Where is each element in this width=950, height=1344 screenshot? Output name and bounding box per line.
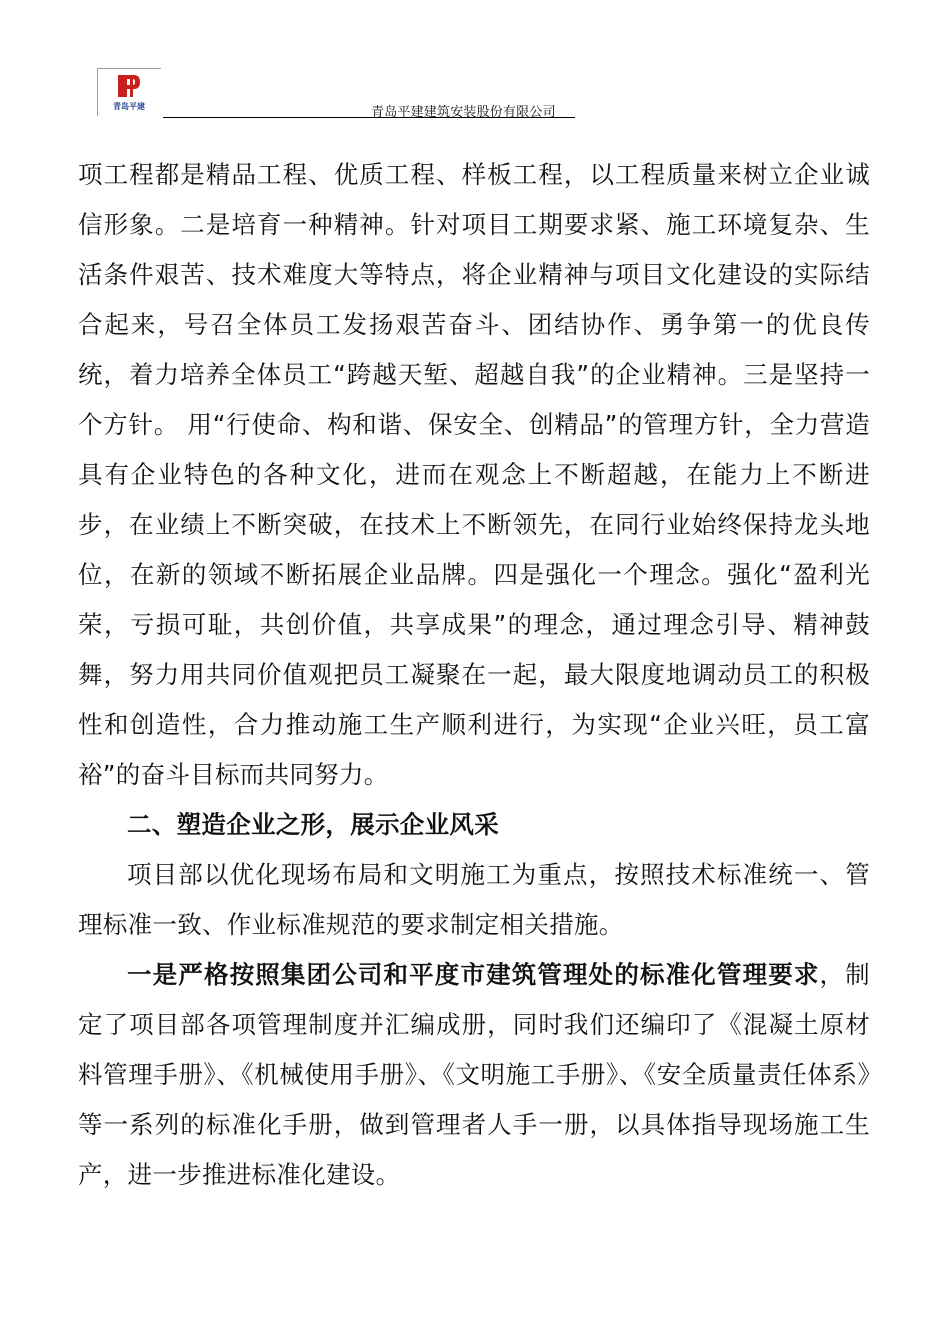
paragraph-3-text: ，制定了项目部各项管理制度并汇编成册，同时我们还编印了《混凝土原材料管理手册》、《机械使用手册》、《文明施工手册》、《安全质量责任体系》等一系列的标准化手册，做到管理者人手一册，以具体指导现场施工生产，进一步推进标准化建设。 [78,960,870,1189]
paragraph-3-bold-lead: 一是严格按照集团公司和平度市建筑管理处的标准化管理要求 [127,960,820,989]
logo-mark-icon [104,73,156,113]
page-header [97,68,597,120]
section-heading-2: 二、塑造企业之形，展示企业风采 [127,810,499,839]
paragraph-1: 项工程都是精品工程、优质工程、样板工程，以工程质量来树立企业诚信形象。二是培育一种精神。针对项目工期要求紧、施工环境复杂、生活条件艰苦、技术难度大等特点，将企业精神与项目文化建设的实际结合起来，号召全体员工发扬艰苦奋斗、团结协作、勇争第一的优良传统，着力培养全体员工“跨越天堑、超越自我”的企业精神。三是坚持一个方针。 用“行使命、构和谐、保安全、创精品”的管理方针，全力营造具有企业特色的各种文化，进而在观念上不断超越，在能力上不断进步，在业绩上不断突破，在技术上不断领先，在同行业始终保持龙头地位，在新的领域不断拓展企业品牌。四是强化一个理念。强化“盈利光荣，亏损可耻，共创价值，共享成果”的理念，通过理念引导、精神鼓舞，努力用共同价值观把员工凝聚在一起，最大限度地调动员工的积极性和创造性，合力推动施工生产顺利进行，为实现“企业兴旺，员工富裕”的奋斗目标而共同努力。 [78,160,870,789]
paragraph-3 [78,950,870,1200]
company-name: 青岛平建建筑安装股份有限公司 [371,105,556,120]
company-logo [97,68,161,116]
paragraph-2: 项目部以优化现场布局和文明施工为重点，按照技术标准统一、管理标准一致、作业标准规范的要求制定相关措施。 [78,860,870,939]
document-body [78,150,870,1200]
logo-text: 青岛平建 [113,102,145,111]
